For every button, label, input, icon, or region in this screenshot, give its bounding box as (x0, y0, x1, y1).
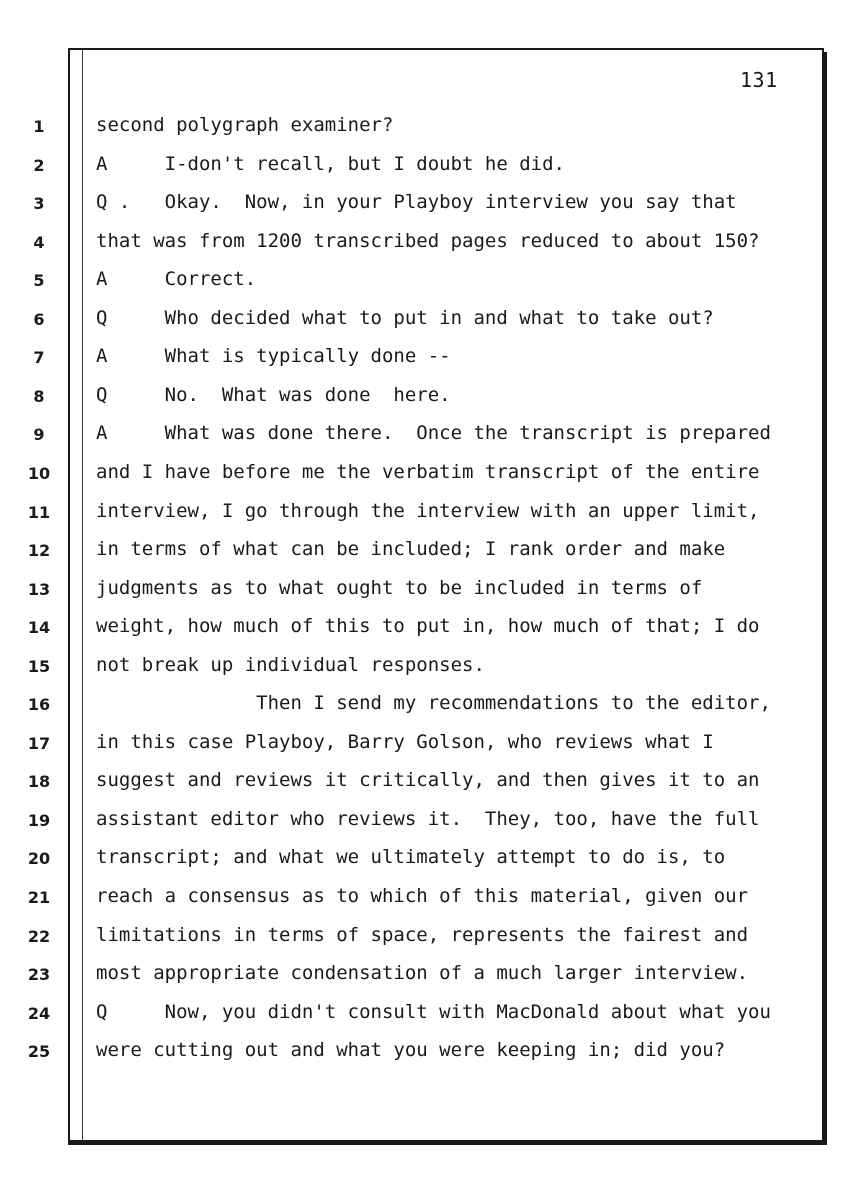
line-number: 7 (33, 348, 45, 368)
line-number: 6 (33, 309, 45, 329)
transcript-line: in terms of what can be included; I rank order and make (96, 538, 726, 561)
line-number: 24 (27, 1003, 51, 1023)
line-number: 12 (27, 541, 51, 561)
line-number: 5 (33, 271, 45, 291)
transcript-line: Q . Okay. Now, in your Playboy interview you say that (96, 191, 737, 214)
line-number: 13 (27, 579, 51, 599)
transcript-line: interview, I go through the interview with an upper limit, (96, 499, 760, 522)
line-number: 25 (27, 1042, 51, 1062)
page-number: 131 (740, 68, 778, 92)
transcript-line: weight, how much of this to put in, how much of that; I do (96, 615, 760, 638)
transcript-line: were cutting out and what you were keeping in; did you? (96, 1039, 726, 1062)
line-number: 20 (27, 849, 51, 869)
line-number: 19 (27, 810, 51, 830)
page-border-right (824, 52, 827, 1145)
transcript-line: suggest and reviews it critically, and then gives it to an (96, 769, 760, 792)
transcript-line: transcript; and what we ultimately attempt to do is, to (96, 846, 726, 869)
line-number: 15 (27, 656, 51, 676)
page-border-bottom (68, 1142, 826, 1145)
transcript-line: A What was done there. Once the transcript is prepared (96, 422, 771, 445)
line-number: 23 (27, 965, 51, 985)
line-number: 14 (27, 618, 51, 638)
line-number: 9 (33, 425, 45, 445)
transcript-line: second polygraph examiner? (96, 114, 394, 136)
transcript-line: reach a consensus as to which of this material, given our (96, 885, 749, 907)
transcript-line: Q Who decided what to put in and what to take out? (96, 306, 714, 329)
line-number: 2 (33, 155, 45, 175)
line-number: 22 (27, 926, 51, 946)
transcript-line: A What is typically done -- (96, 345, 451, 368)
line-number: 10 (27, 463, 51, 483)
transcript-line: Q No. What was done here. (96, 383, 451, 406)
transcript-line: not break up individual responses. (96, 653, 485, 676)
transcript-line: most appropriate condensation of a much larger interview. (96, 962, 749, 985)
line-number: 11 (27, 502, 51, 522)
transcript-line: in this case Playboy, Barry Golson, who reviews what I (96, 730, 714, 753)
transcript-line: assistant editor who reviews it. They, too, have the full (96, 807, 760, 830)
line-number: 16 (27, 695, 51, 715)
transcript-line: Q Now, you didn't consult with MacDonald about what you (96, 1000, 771, 1023)
line-number: 21 (27, 888, 51, 907)
line-number: 4 (33, 232, 45, 252)
transcript-line: judgments as to what ought to be included in terms of (96, 576, 703, 599)
line-number: 18 (27, 772, 51, 792)
transcript-line: A I-don't recall, but I doubt he did. (96, 152, 565, 175)
transcript-line: and I have before me the verbatim transcript of the entire (96, 460, 760, 483)
line-number: 8 (33, 386, 45, 406)
line-number: 1 (33, 117, 45, 136)
line-number: 3 (33, 194, 45, 214)
margin-rule (82, 50, 83, 1140)
line-number: 17 (27, 733, 51, 753)
transcript-line: Then I send my recommendations to the editor, (96, 692, 771, 715)
transcript-line: A Correct. (96, 268, 257, 291)
transcript-line: that was from 1200 transcribed pages reduced to about 150? (96, 229, 760, 252)
transcript-line: limitations in terms of space, represents the fairest and (96, 923, 749, 946)
